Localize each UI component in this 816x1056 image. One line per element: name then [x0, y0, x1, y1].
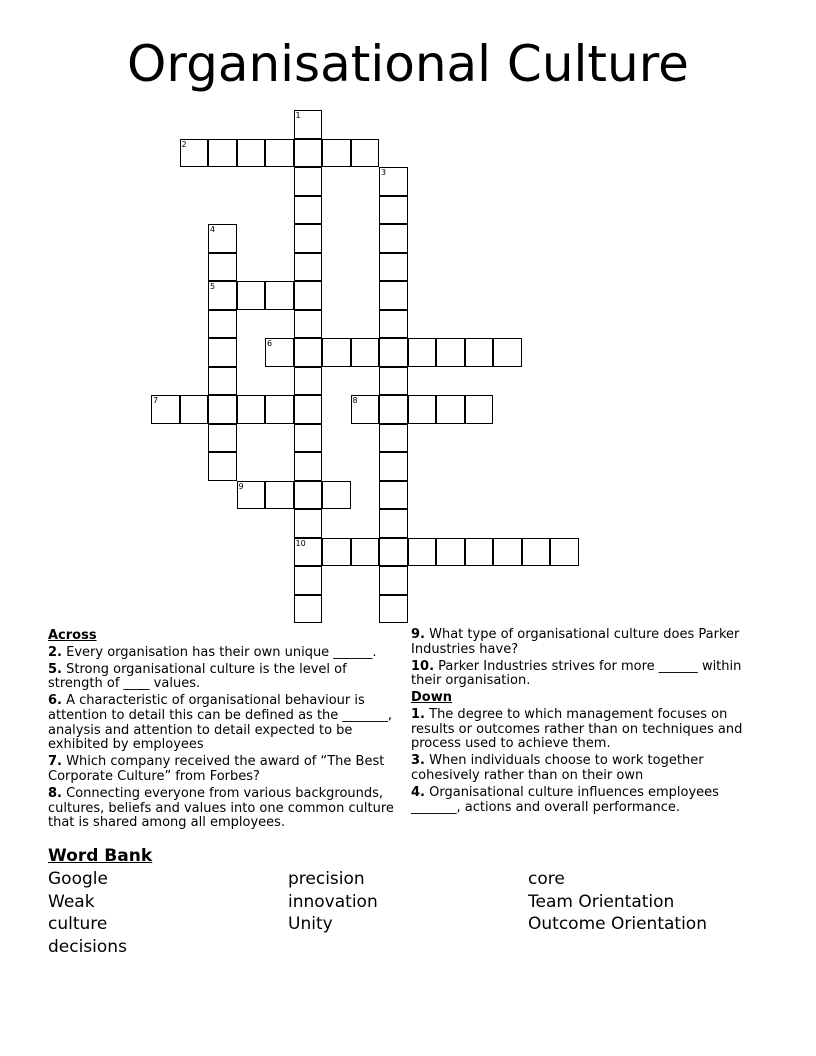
word-bank-item: Unity [288, 914, 333, 935]
crossword-cell[interactable] [208, 424, 237, 453]
word-bank-item: culture [48, 914, 108, 935]
crossword-cell[interactable] [208, 224, 237, 253]
crossword-cell[interactable] [294, 452, 323, 481]
clue-number: 10 [295, 538, 306, 548]
crossword-cell[interactable] [379, 310, 408, 339]
word-bank-item: core [528, 869, 565, 889]
crossword-cell[interactable] [294, 338, 323, 367]
crossword-cell[interactable] [379, 338, 408, 367]
word-bank-item: Team Orientation [528, 891, 675, 912]
word-bank-column-3 [528, 868, 707, 936]
clue-across-5: 5. Strong organisational culture is the level of strength of ____ values. [48, 661, 347, 692]
crossword-cell[interactable] [379, 452, 408, 481]
crossword-cell[interactable] [294, 367, 323, 396]
clue-down-4: 4. Organisational culture influences employees _______, actions and overall performance. [411, 784, 719, 815]
crossword-cell[interactable] [294, 538, 323, 567]
crossword-cell[interactable] [208, 395, 237, 424]
crossword-cell[interactable] [408, 538, 437, 567]
crossword-cell[interactable] [237, 395, 266, 424]
crossword-cell[interactable] [208, 367, 237, 396]
clue-number: 9 [238, 481, 244, 491]
crossword-cell[interactable] [237, 139, 266, 168]
crossword-cell[interactable] [265, 281, 294, 310]
crossword-cell[interactable] [351, 139, 380, 168]
crossword-cell[interactable] [322, 538, 351, 567]
clue-number: 8 [352, 396, 358, 405]
clue-across-10: 10. Parker Industries strives for more ______ within their organisation. [411, 658, 742, 689]
word-bank-item: Google [48, 869, 108, 889]
crossword-cell[interactable] [294, 253, 323, 282]
word-bank-column-1 [48, 868, 127, 958]
crossword-cell[interactable] [408, 338, 437, 367]
word-bank-item: Outcome Orientation [528, 914, 707, 935]
clues-column-left [48, 628, 404, 833]
crossword-cell[interactable] [294, 196, 323, 225]
word-bank-title: Word Bank [48, 846, 153, 866]
clue-number: 5 [210, 282, 216, 291]
crossword-cell[interactable] [294, 509, 323, 538]
crossword-cell[interactable] [550, 538, 579, 567]
crossword-cell[interactable] [493, 538, 522, 567]
crossword-cell[interactable] [208, 452, 237, 481]
crossword-cell[interactable] [294, 310, 323, 339]
crossword-cell[interactable] [379, 167, 408, 196]
crossword-cell[interactable] [294, 566, 323, 595]
crossword-cell[interactable] [436, 395, 465, 424]
crossword-cell[interactable] [379, 224, 408, 253]
crossword-cell[interactable] [180, 395, 209, 424]
crossword-cell[interactable] [436, 538, 465, 567]
clue-number: 4 [210, 225, 216, 234]
word-bank-item: Weak [48, 891, 95, 912]
crossword-cell[interactable] [379, 595, 408, 624]
crossword-cell[interactable] [465, 538, 494, 567]
word-bank-item: decisions [48, 936, 127, 957]
crossword-cell[interactable] [294, 110, 323, 139]
crossword-cell[interactable] [294, 424, 323, 453]
clue-across-6: 6. A characteristic of organisational behaviour is attention to detail this can be defined as the _______, analysis and attention to detail expected to be exhibited by employees [48, 693, 393, 753]
crossword-cell[interactable] [208, 139, 237, 168]
crossword-cell[interactable] [522, 538, 551, 567]
page-title: Organisational Culture [127, 35, 689, 93]
clue-down-1: 1. The degree to which management focuses on results or outcomes rather than on techniques and process used to achieve them. [411, 706, 743, 752]
crossword-cell[interactable] [294, 224, 323, 253]
word-bank-item: precision [288, 869, 365, 889]
crossword-cell[interactable] [379, 367, 408, 396]
crossword-cell[interactable] [351, 395, 380, 424]
crossword-cell[interactable] [379, 538, 408, 567]
crossword-cell[interactable] [151, 395, 180, 424]
crossword-cell[interactable] [208, 310, 237, 339]
crossword-cell[interactable] [294, 167, 323, 196]
crossword-cell[interactable] [237, 481, 266, 510]
crossword-cell[interactable] [379, 509, 408, 538]
crossword-cell[interactable] [322, 338, 351, 367]
clue-down-3: 3. When individuals choose to work together cohesively rather than on their own [411, 753, 704, 783]
crossword-cell[interactable] [436, 338, 465, 367]
crossword-cell[interactable] [180, 139, 209, 168]
crossword-cell[interactable] [294, 139, 323, 168]
crossword-cell[interactable] [294, 595, 323, 624]
crossword-cell[interactable] [493, 338, 522, 367]
clue-number: 1 [295, 111, 301, 120]
crossword-cell[interactable] [351, 338, 380, 367]
crossword-cell[interactable] [265, 338, 294, 367]
clue-across-9: 9. What type of organisational culture does Parker Industries have? [411, 627, 740, 657]
crossword-cell[interactable] [208, 281, 237, 310]
crossword-cell[interactable] [322, 481, 351, 510]
across-heading: Across [48, 628, 97, 643]
word-bank-item: innovation [288, 891, 378, 912]
clue-across-2: 2. Every organisation has their own unique ______. [48, 644, 377, 660]
crossword-cell[interactable] [208, 338, 237, 367]
crossword-cell[interactable] [379, 481, 408, 510]
crossword-cell[interactable] [465, 395, 494, 424]
clue-number: 2 [181, 139, 187, 149]
crossword-cell[interactable] [208, 253, 237, 282]
crossword-cell[interactable] [379, 196, 408, 225]
clue-number: 3 [381, 168, 387, 177]
crossword-cell[interactable] [379, 566, 408, 595]
crossword-cell[interactable] [379, 253, 408, 282]
clues-column-right [411, 628, 767, 818]
clue-across-7: 7. Which company received the award of “The Best Corporate Culture” from Forbes? [48, 754, 385, 784]
crossword-cell[interactable] [379, 395, 408, 424]
crossword-cell[interactable] [294, 395, 323, 424]
crossword-cell[interactable] [265, 481, 294, 510]
clue-number: 7 [153, 396, 159, 405]
crossword-cell[interactable] [265, 139, 294, 168]
crossword-cell[interactable] [237, 281, 266, 310]
crossword-cell[interactable] [294, 481, 323, 510]
crossword-cell[interactable] [379, 424, 408, 453]
crossword-cell[interactable] [322, 139, 351, 168]
crossword-cell[interactable] [265, 395, 294, 424]
clue-number: 6 [267, 339, 273, 348]
crossword-cell[interactable] [294, 281, 323, 310]
crossword-cell[interactable] [351, 538, 380, 567]
crossword-cell[interactable] [408, 395, 437, 424]
down-heading: Down [411, 690, 452, 706]
crossword-cell[interactable] [465, 338, 494, 367]
clue-across-8: 8. Connecting everyone from various backgrounds, cultures, beliefs and values into one common culture that is shared among all employees. [48, 785, 394, 831]
crossword-cell[interactable] [379, 281, 408, 310]
word-bank-column-2 [288, 868, 378, 936]
